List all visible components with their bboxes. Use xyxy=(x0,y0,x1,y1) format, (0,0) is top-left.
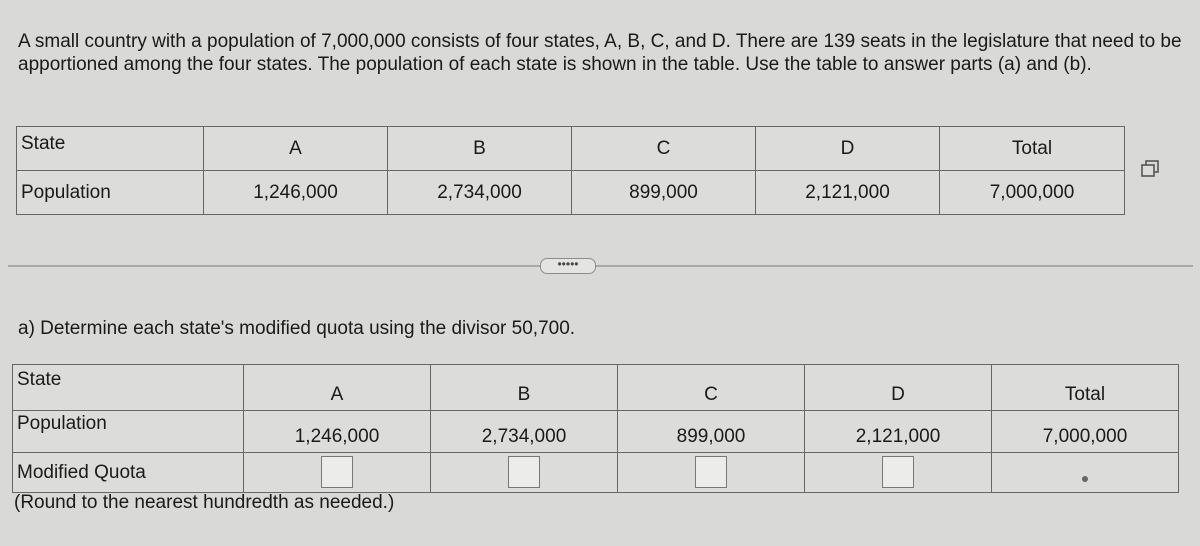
modified-quota-table xyxy=(12,364,1179,493)
problem-statement: A small country with a population of 7,000,000 consists of four states, A, B, C, and D. There are 139 seats in the legislature that need to be apportioned among the four states. The population of each state is shown in the table. Use the table to answer parts (a) and (b). xyxy=(18,31,1182,75)
state-c: C xyxy=(618,365,805,411)
row-label-population: Population xyxy=(13,411,244,453)
table-row xyxy=(13,453,1179,493)
population-total: 7,000,000 xyxy=(992,411,1179,453)
state-a: A xyxy=(244,365,431,411)
quota-cell-d xyxy=(805,453,992,493)
row-label-state: State xyxy=(13,365,244,411)
part-a-prompt: a) Determine each state's modified quota using the divisor 50,700. xyxy=(18,318,576,339)
table-row xyxy=(13,411,1179,453)
population-a: 1,246,000 xyxy=(204,171,388,215)
quota-cell-c xyxy=(618,453,805,493)
quota-cell-total xyxy=(992,453,1179,493)
state-b: B xyxy=(431,365,618,411)
state-total: Total xyxy=(940,127,1125,171)
state-total: Total xyxy=(992,365,1179,411)
population-table xyxy=(16,126,1125,215)
population-a: 1,246,000 xyxy=(244,411,431,453)
population-b: 2,734,000 xyxy=(431,411,618,453)
state-a: A xyxy=(204,127,388,171)
quota-input-d[interactable] xyxy=(882,456,914,488)
state-c: C xyxy=(572,127,756,171)
total-quota-dot xyxy=(1082,476,1088,482)
population-b: 2,734,000 xyxy=(388,171,572,215)
table-row xyxy=(13,365,1179,411)
population-d: 2,121,000 xyxy=(805,411,992,453)
rounding-note: (Round to the nearest hundredth as needed.) xyxy=(14,492,395,513)
quota-cell-b xyxy=(431,453,618,493)
section-divider xyxy=(8,265,1193,267)
table-row xyxy=(17,127,1125,171)
population-d: 2,121,000 xyxy=(756,171,940,215)
population-c: 899,000 xyxy=(618,411,805,453)
row-label-modified-quota: Modified Quota xyxy=(13,453,244,493)
expand-more-button[interactable]: ••••• xyxy=(540,258,596,274)
quota-input-c[interactable] xyxy=(695,456,727,488)
state-b: B xyxy=(388,127,572,171)
row-label-state: State xyxy=(17,127,204,171)
population-c: 899,000 xyxy=(572,171,756,215)
state-d: D xyxy=(805,365,992,411)
row-label-population: Population xyxy=(17,171,204,215)
table-row xyxy=(17,171,1125,215)
copy-icon[interactable] xyxy=(1140,160,1160,178)
quota-input-b[interactable] xyxy=(508,456,540,488)
quota-cell-a xyxy=(244,453,431,493)
quota-input-a[interactable] xyxy=(321,456,353,488)
state-d: D xyxy=(756,127,940,171)
population-total: 7,000,000 xyxy=(940,171,1125,215)
